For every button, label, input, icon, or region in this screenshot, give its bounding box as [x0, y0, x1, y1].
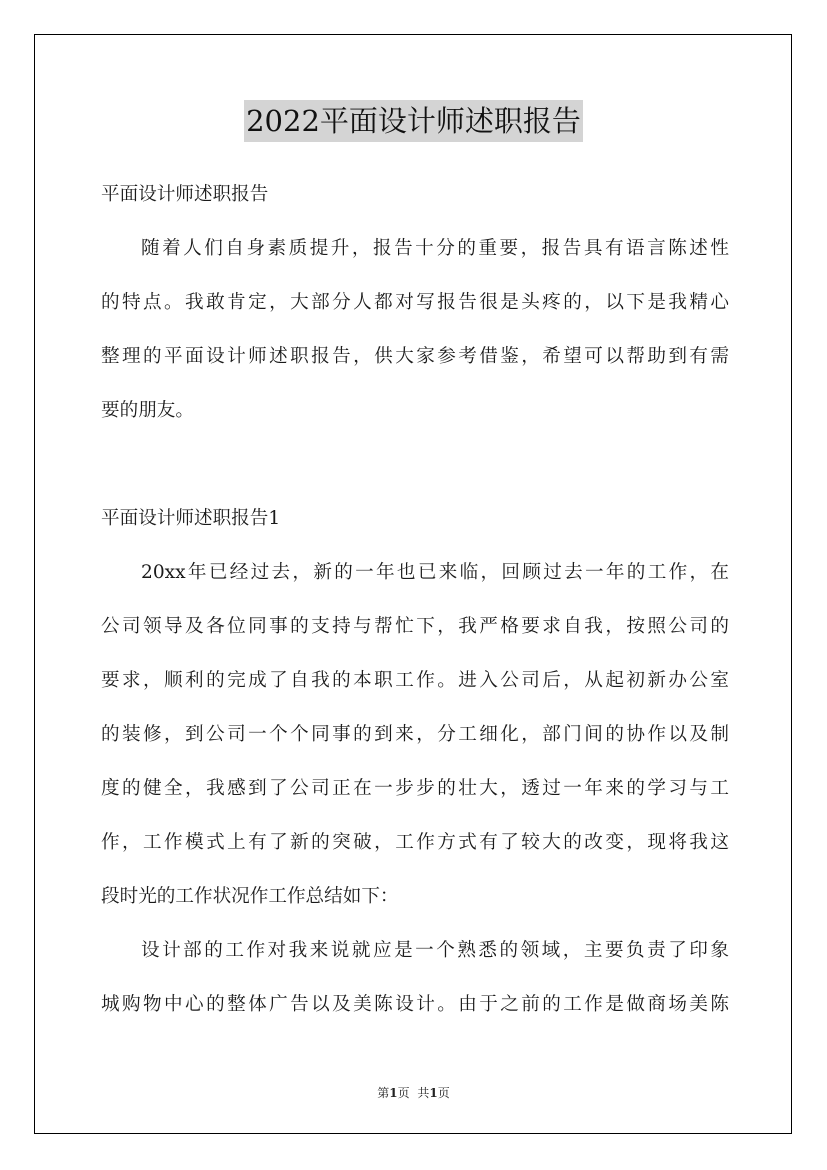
title-container [0, 100, 827, 142]
total-prefix: 共 [417, 1086, 430, 1100]
intro-line: 的特点。我敢肯定，大部分人都对写报告很是头疼的，以下是我精心 [101, 292, 729, 313]
para1-line: 段时光的工作状况作工作总结如下： [101, 886, 399, 907]
paragraph-gap [101, 438, 729, 492]
para2-line: 城购物中心的整体广告以及美陈设计。由于之前的工作是做商场美陈 [101, 994, 729, 1015]
intro-line: 要的朋友。 [101, 400, 194, 421]
page-footer [0, 1084, 827, 1101]
document-body [101, 168, 729, 1032]
page-prefix: 第 [377, 1086, 390, 1100]
total-suffix: 页 [437, 1086, 450, 1100]
intro-line: 随着人们自身素质提升，报告十分的重要，报告具有语言陈述性 [141, 238, 729, 259]
para1-line: 作，工作模式上有了新的突破，工作方式有了较大的改变，现将我这 [101, 832, 729, 853]
para2-line: 设计部的工作对我来说就应是一个熟悉的领域，主要负责了印象 [141, 940, 729, 961]
intro-line: 整理的平面设计师述职报告，供大家参考借鉴，希望可以帮助到有需 [101, 346, 729, 367]
para1-line: 的装修，到公司一个个同事的到来，分工细化，部门间的协作以及制 [101, 724, 729, 745]
section-heading: 平面设计师述职报告1 [101, 508, 281, 529]
para1-line: 度的健全，我感到了公司正在一步步的壮大，透过一年来的学习与工 [101, 778, 729, 799]
para1-line: 要求，顺利的完成了自我的本职工作。进入公司后，从起初新办公室 [101, 670, 729, 691]
document-title: 2022平面设计师述职报告 [244, 100, 583, 142]
page-number: 1 [389, 1086, 398, 1100]
page-suffix: 页 [397, 1086, 410, 1100]
subtitle: 平面设计师述职报告 [101, 184, 269, 205]
para1-line: 公司领导及各位同事的支持与帮忙下，我严格要求自我，按照公司的 [101, 616, 729, 637]
total-pages: 1 [429, 1086, 438, 1100]
para1-line: 20xx年已经过去，新的一年也已来临，回顾过去一年的工作，在 [141, 562, 729, 583]
